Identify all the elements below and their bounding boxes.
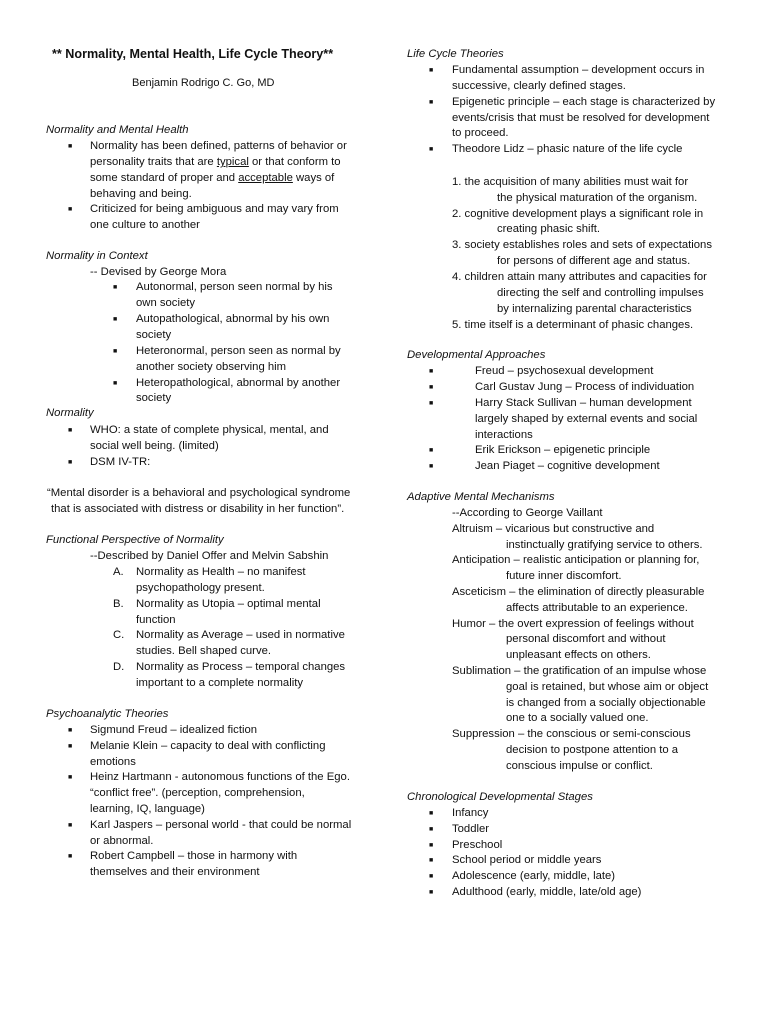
bullet-icon: ■	[429, 857, 434, 864]
section-heading: Chronological Developmental Stages	[407, 791, 593, 803]
bullet-text: largely shaped by external events and social	[475, 413, 698, 425]
bullet-text: Harry Stack Sullivan – human development	[475, 397, 692, 409]
bullet-text: Infancy	[452, 807, 489, 819]
bullet-text: Sigmund Freud – idealized fiction	[90, 724, 258, 736]
bullet-icon: ■	[429, 447, 434, 454]
bullet-text: another society observing him	[136, 361, 287, 373]
bullet-icon: ■	[68, 822, 73, 829]
mechanism-entry-cont: one to a socially valued one.	[506, 712, 649, 724]
document-title: ** Normality, Mental Health, Life Cycle Theory**	[52, 47, 334, 61]
list-letter: B.	[113, 598, 124, 610]
bullet-icon: ■	[429, 384, 434, 391]
mechanism-entry-cont: is changed from a socially objectionable	[506, 697, 706, 709]
numbered-item: 4. children attain many attributes and capacities for	[452, 271, 707, 283]
bullet-text: behaving and being.	[90, 188, 192, 200]
mechanism-entry-cont: affects attributable to an experience.	[506, 602, 688, 614]
bullet-icon: ■	[429, 826, 434, 833]
numbered-item-cont: directing the self and controlling impulses	[497, 287, 704, 299]
bullet-text: Adolescence (early, middle, late)	[452, 870, 616, 882]
bullet-text: or abnormal.	[90, 835, 154, 847]
bullet-text: Preschool	[452, 839, 503, 851]
list-text: Normality as Health – no manifest	[136, 566, 306, 578]
bullet-icon: ■	[429, 99, 434, 106]
numbered-item: 2. cognitive development plays a significant role in	[452, 208, 704, 220]
text-run: some standard of proper and	[90, 172, 239, 184]
mechanism-entry-cont: personal discomfort and without	[506, 633, 666, 645]
bullet-icon: ■	[429, 889, 434, 896]
list-text: studies. Bell shaped curve.	[136, 645, 272, 657]
bullet-icon: ■	[68, 143, 73, 150]
section-heading: Normality and Mental Health	[46, 124, 189, 136]
section-heading: Functional Perspective of Normality	[46, 534, 224, 546]
mechanism-entry-cont: future inner discomfort.	[506, 570, 622, 582]
mechanism-entry: Humor – the overt expression of feelings without	[452, 618, 694, 630]
bullet-text: learning, IQ, language)	[90, 803, 205, 815]
section-subheading: --Described by Daniel Offer and Melvin Sabshin	[90, 550, 329, 562]
bullet-icon: ■	[429, 67, 434, 74]
bullet-text: Toddler	[452, 823, 490, 835]
bullet-text: Heteropathological, abnormal by another	[136, 377, 341, 389]
bullet-text: Normality has been defined, patterns of behavior or	[90, 140, 347, 152]
list-text: psychopathology present.	[136, 582, 265, 594]
bullet-text: themselves and their environment	[90, 866, 260, 878]
bullet-text: Heteronormal, person seen as normal by	[136, 345, 341, 357]
bullet-text	[90, 171, 334, 186]
bullet-text: to proceed.	[452, 127, 509, 139]
section-heading: Normality in Context	[46, 250, 148, 262]
bullet-icon: ■	[68, 774, 73, 781]
section-heading: Normality	[46, 407, 94, 419]
mechanism-entry-cont: unpleasant effects on others.	[506, 649, 651, 661]
mechanism-entry: Altruism – vicarious but constructive and	[452, 523, 655, 535]
bullet-text	[90, 155, 341, 170]
bullet-text: events/crisis that must be resolved for development	[452, 112, 710, 124]
text-run: personality traits that are	[90, 156, 217, 168]
text-run: or that conform to	[248, 156, 341, 168]
bullet-text: Freud – psychosexual development	[475, 365, 654, 377]
section-subheading: -- Devised by George Mora	[90, 266, 227, 278]
bullet-text: Erik Erickson – epigenetic principle	[475, 444, 651, 456]
quote-text: “Mental disorder is a behavioral and psychological syndrome	[47, 487, 351, 499]
bullet-icon: ■	[68, 853, 73, 860]
numbered-item: 3. society establishes roles and sets of expectations	[452, 239, 712, 251]
mechanism-entry-cont: goal is retained, but whose aim or object	[506, 681, 709, 693]
bullet-text: society	[136, 392, 172, 404]
bullet-text: School period or middle years	[452, 854, 602, 866]
mechanism-entry: Sublimation – the gratification of an impulse whose	[452, 665, 707, 677]
bullet-text: Adulthood (early, middle, late/old age)	[452, 886, 642, 898]
section-heading: Developmental Approaches	[407, 349, 546, 361]
bullet-text: Carl Gustav Jung – Process of individuation	[475, 381, 695, 393]
mechanism-entry-cont: instinctually gratifying service to others.	[506, 539, 703, 551]
bullet-icon: ■	[429, 146, 434, 153]
bullet-icon: ■	[68, 459, 73, 466]
bullet-icon: ■	[68, 743, 73, 750]
bullet-text: WHO: a state of complete physical, mental, and	[90, 424, 329, 436]
bullet-icon: ■	[429, 368, 434, 375]
bullet-text: own society	[136, 297, 196, 309]
bullet-icon: ■	[429, 842, 434, 849]
numbered-item: 5. time itself is a determinant of phasic changes.	[452, 319, 694, 331]
mechanism-entry-cont: conscious impulse or conflict.	[506, 760, 653, 772]
bullet-icon: ■	[429, 873, 434, 880]
underlined-text: typical	[216, 156, 249, 168]
bullet-icon: ■	[113, 380, 118, 387]
list-letter: D.	[113, 661, 125, 673]
bullet-text: Karl Jaspers – personal world - that could be normal	[90, 819, 352, 831]
list-text: Normality as Process – temporal changes	[136, 661, 346, 673]
mechanism-entry: Asceticism – the elimination of directly pleasurable	[452, 586, 705, 598]
bullet-text: Robert Campbell – those in harmony with	[90, 850, 298, 862]
bullet-icon: ■	[429, 463, 434, 470]
numbered-item-cont: creating phasic shift.	[497, 223, 600, 235]
mechanism-entry: Suppression – the conscious or semi-conscious	[452, 728, 691, 740]
bullet-text: “conflict free”. (perception, comprehension,	[90, 787, 305, 799]
bullet-icon: ■	[429, 810, 434, 817]
bullet-icon: ■	[429, 400, 434, 407]
numbered-item-cont: the physical maturation of the organism.	[497, 192, 698, 204]
underlined-text: acceptable	[238, 172, 293, 184]
text-run: ways of	[292, 172, 335, 184]
list-text: important to a complete normality	[136, 677, 304, 689]
bullet-text: Theodore Lidz – phasic nature of the life cycle	[452, 143, 683, 155]
bullet-text: social well being. (limited)	[90, 440, 219, 452]
bullet-text: Fundamental assumption – development occurs in	[452, 64, 705, 76]
bullet-icon: ■	[68, 427, 73, 434]
bullet-icon: ■	[113, 348, 118, 355]
bullet-text: Autopathological, abnormal by his own	[136, 313, 330, 325]
numbered-item: 1. the acquisition of many abilities must wait for	[452, 176, 689, 188]
bullet-text: Autonormal, person seen normal by his	[136, 281, 333, 293]
section-heading: Life Cycle Theories	[407, 48, 504, 60]
mechanism-entry: Anticipation – realistic anticipation or planning for,	[452, 554, 700, 566]
bullet-text: successive, clearly defined stages.	[452, 80, 626, 92]
bullet-icon: ■	[113, 284, 118, 291]
list-letter: C.	[113, 629, 125, 641]
bullet-text: Melanie Klein – capacity to deal with conflicting	[90, 740, 326, 752]
bullet-icon: ■	[68, 206, 73, 213]
mechanism-entry-cont: decision to postpone attention to a	[506, 744, 679, 756]
bullet-text: Epigenetic principle – each stage is characterized by	[452, 96, 716, 108]
author-line: Benjamin Rodrigo C. Go, MD	[132, 77, 275, 89]
bullet-icon: ■	[68, 727, 73, 734]
list-text: Normality as Utopia – optimal mental	[136, 598, 321, 610]
section-heading: Adaptive Mental Mechanisms	[407, 491, 555, 503]
numbered-item-cont: for persons of different age and status.	[497, 255, 691, 267]
bullet-text: interactions	[475, 429, 533, 441]
list-text: Normality as Average – used in normative	[136, 629, 345, 641]
list-text: function	[136, 614, 176, 626]
bullet-text: Criticized for being ambiguous and may vary from	[90, 203, 339, 215]
bullet-text: one culture to another	[90, 219, 200, 231]
bullet-text: society	[136, 329, 172, 341]
list-letter: A.	[113, 566, 124, 578]
section-subheading: --According to George Vaillant	[452, 507, 603, 519]
quote-text: that is associated with distress or disability in her function”.	[51, 503, 345, 515]
bullet-text: emotions	[90, 756, 136, 768]
bullet-text: DSM IV-TR:	[90, 456, 151, 468]
numbered-item-cont: by internalizing parental characteristics	[497, 303, 692, 315]
bullet-text: Jean Piaget – cognitive development	[475, 460, 660, 472]
bullet-icon: ■	[113, 316, 118, 323]
section-heading: Psychoanalytic Theories	[46, 708, 169, 720]
bullet-text: Heinz Hartmann - autonomous functions of the Ego.	[90, 771, 350, 783]
